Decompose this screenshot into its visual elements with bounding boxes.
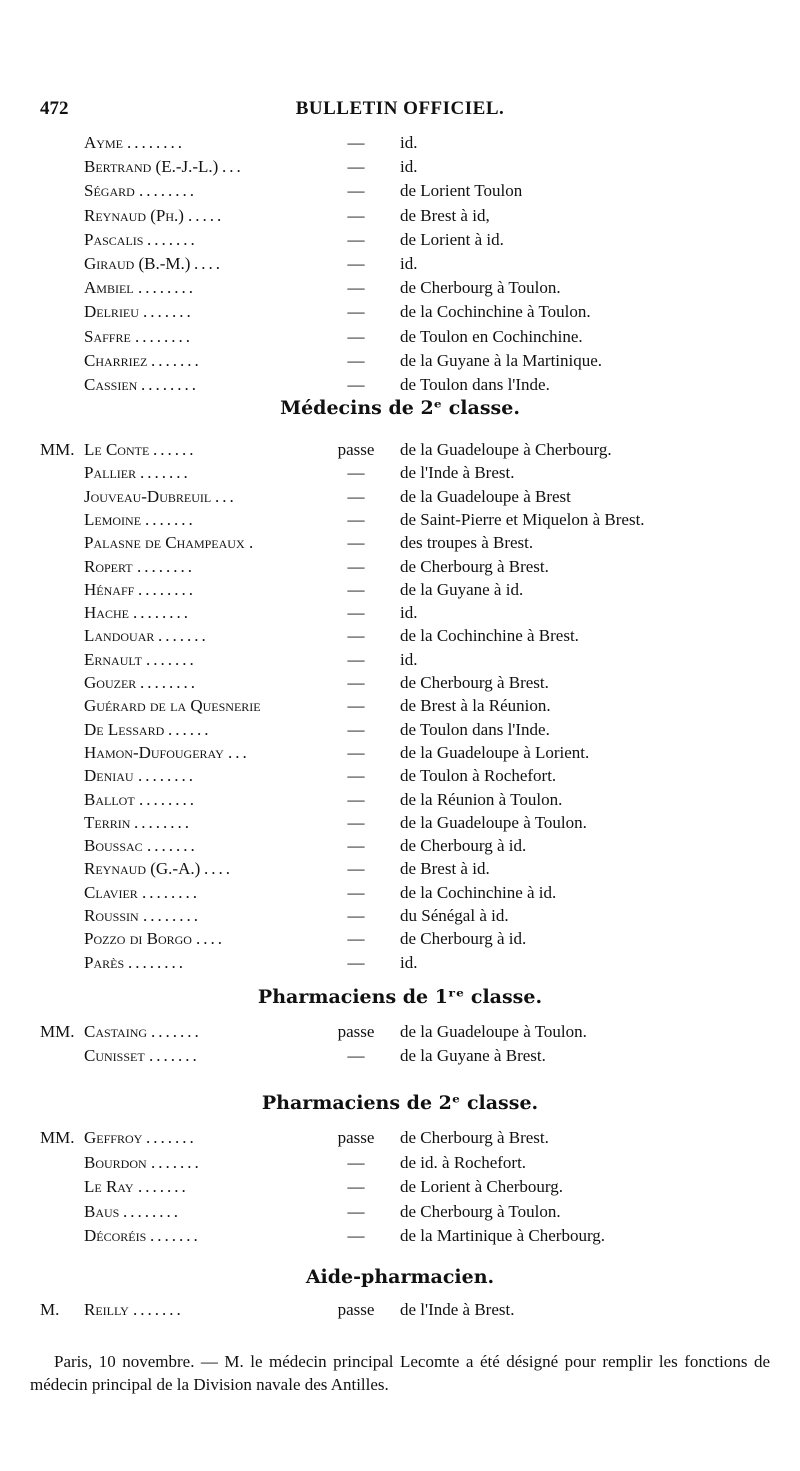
entry-name: Jouveau-Dubreuil [84, 486, 212, 506]
entry-name: Delrieu [84, 302, 139, 322]
entry-row [0, 373, 800, 397]
leader-dots: ........ [141, 375, 199, 394]
entry-destination: de Toulon en Cochinchine. [400, 326, 583, 346]
leader-dots: ........ [135, 326, 193, 346]
entry-destination: de Cherbourg à id. [400, 929, 527, 949]
entry-verb: passe [337, 1022, 375, 1041]
entry-row [0, 1224, 800, 1248]
entry-destination: de Lorient à Cherbourg. [400, 1177, 564, 1196]
entry-row [0, 671, 800, 695]
entry-destination: de la Guyane à Brest. [400, 1046, 546, 1065]
entry-row [0, 1298, 800, 1322]
entry-verb: — [347, 789, 365, 809]
entry-row [0, 764, 800, 788]
leader-dots: ........ [139, 789, 197, 809]
entry-row [0, 1020, 800, 1044]
entry-name: Pozzo di Borgo [84, 929, 192, 949]
entry-verb: — [347, 952, 365, 972]
leader-dots: ........ [143, 906, 201, 925]
entry-destination: du Sénégal à id. [400, 906, 509, 925]
leader-dots: ...... [153, 440, 197, 459]
entry-destination: de la Guadeloupe à Lorient. [400, 742, 590, 762]
entry-name: Bourdon [84, 1152, 147, 1172]
entry-name: Reynaud (G.-A.) [84, 859, 201, 879]
entry-name: Giraud (B.-M.) [84, 254, 191, 273]
entry-verb: — [347, 133, 365, 152]
entry-verb: — [347, 859, 365, 879]
entry-row [0, 1044, 800, 1068]
entry-row [0, 857, 800, 881]
leader-dots: ....... [151, 350, 202, 370]
leader-dots: .... [196, 929, 225, 949]
entry-name: Baus [84, 1201, 120, 1221]
entry-prefix: MM. [40, 1128, 75, 1147]
entry-verb: — [347, 719, 365, 739]
entry-name: Ségard [84, 181, 135, 201]
entry-row [0, 325, 800, 349]
leader-dots: ....... [146, 649, 197, 669]
entry-verb: — [347, 1177, 365, 1196]
entry-name: Hénaff [84, 579, 135, 599]
entry-destination: de id. à Rochefort. [400, 1152, 527, 1172]
leader-dots: ... [215, 486, 237, 506]
entry-name: Ambiel [84, 278, 134, 298]
entry-name: Hache [84, 603, 129, 623]
entry-name: Lemoine [84, 509, 142, 529]
leader-dots: ....... [138, 1177, 189, 1196]
entry-row [0, 228, 800, 252]
entry-prefix: MM. [40, 1022, 75, 1041]
leader-dots: ........ [138, 579, 196, 599]
entry-destination: de Toulon dans l'Inde. [400, 375, 550, 394]
closing-note-text: Paris, 10 novembre. — M. le médecin principal Lecomte a été désigné pour remplir les fonctions de médecin principal de la Division navale des Antilles. [30, 1352, 770, 1394]
entry-name: Reilly [84, 1300, 129, 1319]
entry-row [0, 1175, 800, 1199]
section-heading-aide-pharmacien: Aide-pharmacien. [305, 1266, 495, 1288]
entry-name: Cunisset [84, 1046, 145, 1065]
entry-name: Parès [84, 952, 125, 972]
running-title: BULLETIN OFFICIEL. [295, 98, 505, 119]
entry-verb: — [347, 626, 365, 646]
entry-destination: id. [400, 157, 418, 177]
entry-verb: — [347, 486, 365, 506]
entry-destination: de la Martinique à Cherbourg. [400, 1226, 606, 1245]
entry-verb: passe [337, 1300, 375, 1319]
entry-row [0, 904, 800, 928]
entry-destination: de la Guadeloupe à Brest [400, 486, 571, 506]
entry-verb: — [347, 1226, 365, 1245]
entry-name: Le Conte [84, 440, 150, 459]
entry-verb: — [347, 603, 365, 623]
entry-destination: de la Guadeloupe à Toulon. [400, 812, 587, 832]
entry-name: Ernault [84, 649, 142, 669]
entry-verb: — [347, 1152, 365, 1172]
entry-name: Ballot [84, 789, 135, 809]
entry-destination: de la Guadeloupe à Toulon. [400, 1022, 587, 1041]
leader-dots: ...... [168, 719, 212, 739]
leader-dots: ........ [138, 278, 196, 298]
entry-name: Roussin [84, 906, 139, 925]
entry-verb: — [347, 649, 365, 669]
entry-name: Terrin [84, 812, 131, 832]
entry-row [0, 276, 800, 300]
entry-destination: de la Guyane à la Martinique. [400, 350, 603, 370]
entry-verb: — [347, 812, 365, 832]
entry-name: Geffroy [84, 1128, 143, 1147]
leader-dots: ....... [150, 1226, 201, 1245]
entry-verb: — [347, 229, 365, 249]
leader-dots: ....... [158, 626, 209, 646]
entry-row [0, 179, 800, 203]
entry-verb: — [347, 1046, 365, 1065]
leader-dots: . [249, 533, 257, 553]
entry-name: Hamon-Dufougeray [84, 742, 224, 762]
entry-verb: passe [337, 440, 375, 459]
leader-dots: ....... [147, 229, 198, 249]
leader-dots: ....... [151, 1022, 202, 1041]
leader-dots: ........ [123, 1201, 181, 1221]
entry-name: Charriez [84, 350, 148, 370]
leader-dots: ....... [151, 1152, 202, 1172]
entry-row [0, 461, 800, 485]
entry-verb: — [347, 742, 365, 762]
entry-destination: id. [400, 603, 418, 623]
leader-dots: ....... [147, 836, 198, 856]
entry-name: Le Ray [84, 1177, 134, 1196]
entry-row [0, 204, 800, 228]
entry-verb: — [347, 463, 365, 483]
entry-name: Ropert [84, 556, 133, 576]
entry-name: Pallier [84, 463, 137, 483]
entry-verb: — [347, 882, 365, 902]
entry-destination: de la Cochinchine à id. [400, 882, 557, 902]
entry-destination: id. [400, 133, 418, 152]
section-heading-pharmaciens-1re-classe: Pharmaciens de 1ʳᵉ classe. [257, 986, 543, 1008]
section-heading-pharmaciens-2e-classe: Pharmaciens de 2ᵉ classe. [261, 1092, 539, 1114]
entry-name: Reynaud (Ph.) [84, 205, 184, 225]
entry-destination: de Cherbourg à Toulon. [400, 278, 561, 298]
entry-destination: de l'Inde à Brest. [400, 463, 515, 483]
leader-dots: .... [194, 254, 223, 273]
leader-dots: ... [222, 157, 244, 177]
leader-dots: ........ [137, 556, 195, 576]
leader-dots: ........ [138, 766, 196, 786]
entry-row [0, 788, 800, 812]
entry-row [0, 578, 800, 602]
entry-destination: de Saint-Pierre et Miquelon à Brest. [400, 509, 645, 529]
entry-name: Castaing [84, 1022, 148, 1041]
entry-prefix: M. [40, 1300, 60, 1319]
page-number: 472 [40, 98, 69, 119]
entry-verb: — [347, 836, 365, 856]
entry-name: Palasne de Champeaux [84, 533, 245, 553]
entry-row [0, 834, 800, 858]
entry-destination: de Lorient à id. [400, 229, 504, 249]
entry-verb: passe [337, 1128, 375, 1147]
entry-row [0, 718, 800, 742]
entry-name: Landouar [84, 626, 155, 646]
entry-name: Cassien [84, 375, 138, 394]
entry-row [0, 531, 800, 555]
entry-verb: — [347, 254, 365, 273]
entry-row [0, 601, 800, 625]
entry-verb: — [347, 278, 365, 298]
entry-row [0, 927, 800, 951]
entry-destination: de Toulon à Rochefort. [400, 766, 557, 786]
entry-destination: id. [400, 254, 418, 273]
entry-verb: — [347, 1201, 365, 1221]
entry-destination: id. [400, 649, 418, 669]
entry-destination: de la Guadeloupe à Cherbourg. [400, 440, 612, 459]
entry-verb: — [347, 181, 365, 201]
entry-verb: — [347, 766, 365, 786]
entry-name: De Lessard [84, 719, 165, 739]
entry-name: Saffre [84, 326, 131, 346]
entry-verb: — [347, 302, 365, 322]
entry-name: Bertrand (E.-J.-L.) [84, 157, 219, 177]
entry-row [0, 155, 800, 179]
entry-name: Deniau [84, 766, 134, 786]
entry-verb: — [347, 906, 365, 925]
leader-dots: ........ [134, 812, 192, 832]
entry-name: Gouzer [84, 673, 137, 692]
entry-row [0, 300, 800, 324]
entry-destination: de la Guyane à id. [400, 579, 524, 599]
leader-dots: ..... [188, 205, 225, 225]
leader-dots: ........ [127, 133, 185, 152]
entry-row [0, 1200, 800, 1224]
entry-row [0, 508, 800, 532]
entry-verb: — [347, 556, 365, 576]
leader-dots: ....... [145, 509, 196, 529]
entry-verb: — [347, 533, 365, 553]
entry-destination: de l'Inde à Brest. [400, 1300, 515, 1319]
entry-destination: de Cherbourg à id. [400, 836, 527, 856]
entry-row [0, 881, 800, 905]
entry-row [0, 1126, 800, 1150]
entry-name: Pascalis [84, 229, 144, 249]
entry-row [0, 624, 800, 648]
entry-name: Clavier [84, 882, 138, 902]
page-header [0, 98, 800, 124]
leader-dots: ....... [143, 302, 194, 322]
entry-destination: de Lorient Toulon [400, 181, 523, 201]
section-heading-medecins-2e-classe: Médecins de 2ᵉ classe. [280, 397, 520, 419]
entry-destination: de Cherbourg à Brest. [400, 1128, 549, 1147]
entry-destination: des troupes à Brest. [400, 533, 534, 553]
entry-verb: — [347, 157, 365, 177]
entry-prefix: MM. [40, 440, 75, 459]
entry-verb: — [347, 205, 365, 225]
entry-destination: de la Réunion à Toulon. [400, 789, 563, 809]
leader-dots: ... [228, 742, 250, 762]
entry-row [0, 438, 800, 462]
leader-dots: ....... [149, 1046, 200, 1065]
entry-row [0, 811, 800, 835]
entry-name: Guérard de la Quesnerie [84, 696, 261, 716]
entry-name: Boussac [84, 836, 143, 856]
entry-destination: de Brest à id, [400, 205, 490, 225]
entry-destination: de la Cochinchine à Brest. [400, 626, 579, 646]
leader-dots: ........ [139, 181, 197, 201]
entry-destination: de Toulon dans l'Inde. [400, 719, 550, 739]
entry-name: Décoréis [84, 1226, 147, 1245]
entry-row [0, 252, 800, 276]
entry-destination: de Cherbourg à Toulon. [400, 1201, 561, 1221]
entry-row [0, 741, 800, 765]
entry-destination: de Cherbourg à Brest. [400, 673, 549, 692]
leader-dots: ....... [133, 1300, 184, 1319]
entry-verb: — [347, 509, 365, 529]
leader-dots: .... [204, 859, 233, 879]
leader-dots: ........ [140, 673, 198, 692]
entry-row [0, 694, 800, 718]
entry-verb: — [347, 579, 365, 599]
entry-verb: — [347, 350, 365, 370]
entry-row [0, 1151, 800, 1175]
entry-row [0, 648, 800, 672]
entry-verb: — [347, 673, 365, 692]
entry-destination: de Cherbourg à Brest. [400, 556, 549, 576]
leader-dots: ........ [128, 952, 186, 972]
leader-dots: ........ [142, 882, 200, 902]
closing-note [30, 1350, 770, 1396]
leader-dots: ....... [140, 463, 191, 483]
entry-row [0, 349, 800, 373]
entry-destination: id. [400, 952, 418, 972]
entry-verb: — [347, 929, 365, 949]
entry-row [0, 131, 800, 155]
entry-name: Ayme [84, 133, 123, 152]
entry-verb: — [347, 375, 365, 394]
entry-row [0, 485, 800, 509]
entry-destination: de Brest à id. [400, 859, 490, 879]
entry-destination: de la Cochinchine à Toulon. [400, 302, 591, 322]
entry-row [0, 951, 800, 975]
entry-verb: — [347, 696, 365, 716]
entry-row [0, 555, 800, 579]
leader-dots: ....... [146, 1128, 197, 1147]
entry-destination: de Brest à la Réunion. [400, 696, 551, 716]
leader-dots: ........ [133, 603, 191, 623]
entry-verb: — [347, 326, 365, 346]
